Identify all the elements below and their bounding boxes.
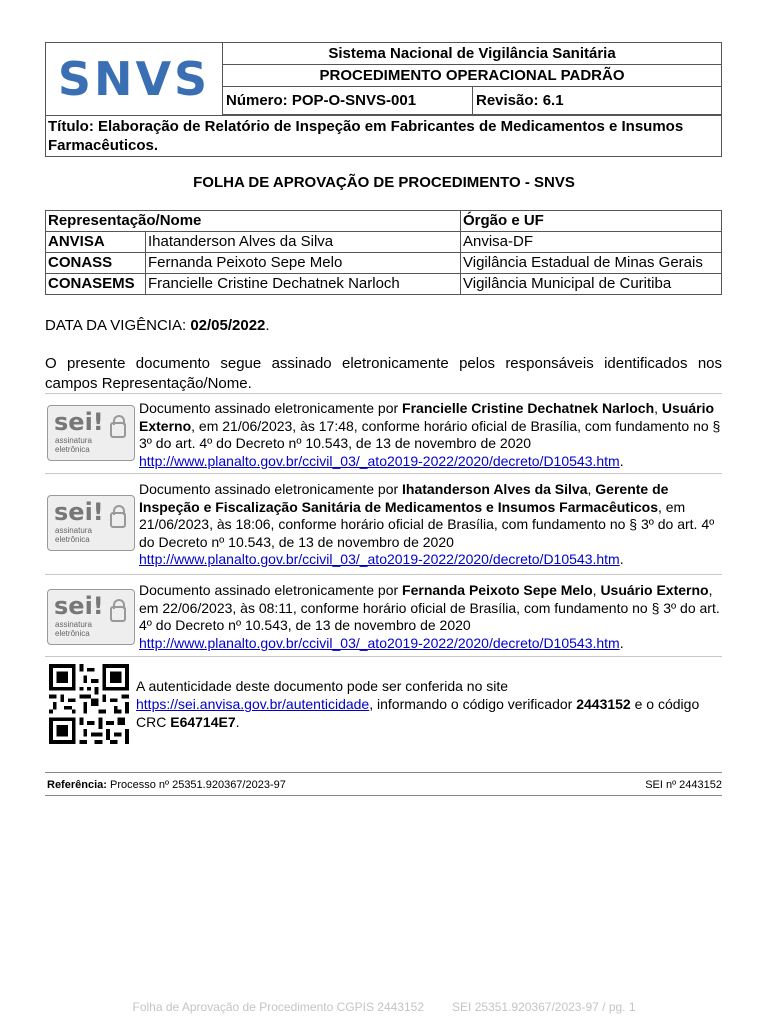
- name-cell: Fernanda Peixoto Sepe Melo: [146, 253, 461, 274]
- verifier-code: 2443152: [576, 696, 631, 712]
- authenticity-text: A autenticidade deste documento pode ser conferida no site https://sei.anvisa.gov.br/autenticidade, informando o código verificador 2443152 e o código CRC E64714E7.: [136, 678, 700, 730]
- footer-divider: [45, 772, 722, 773]
- header-representacao: Representação/Nome: [46, 211, 461, 232]
- vigencia-date: 02/05/2022: [190, 317, 266, 334]
- divider: [45, 656, 722, 657]
- sei-signature-badge: [47, 589, 135, 645]
- signer-role: Gerente de Inspeção e Fiscalização Sanitária de Medicamentos e Insumos Farmacêuticos: [139, 481, 669, 515]
- vigencia-line: [45, 317, 270, 334]
- qr-code-icon: [47, 664, 131, 744]
- reference-value: Processo nº 25351.920367/2023-97: [106, 779, 286, 791]
- table-row: [46, 232, 722, 253]
- signature-statement: O presente documento segue assinado eletronicamente pelos responsáveis identificados nos campos Representação/Nome.: [45, 355, 722, 392]
- crc-code: E64714E7: [170, 714, 236, 730]
- snvs-logo: [46, 43, 223, 115]
- approval-sheet-title: FOLHA DE APROVAÇÃO DE PROCEDIMENTO - SNVS: [193, 174, 575, 191]
- badge-caption: assinatura eletrônica: [55, 526, 92, 544]
- system-name: Sistema Nacional de Vigilância Sanitária: [223, 43, 721, 65]
- name-cell: Ihatanderson Alves da Silva: [146, 232, 461, 253]
- signature-text-3: Documento assinado eletronicamente por Fernanda Peixoto Sepe Melo, Usuário Externo, em 22/06/2023, às 08:11, conforme horário oficial de Brasília, com fundamento no § 3º do art. 4º do Decreto nº 10.543, de 13 de novembro de 2020 http://www.planalto.gov.br/ccivil_03/_ato2019-2022/2020/decreto/D10543.htm.: [139, 582, 720, 651]
- signer-name: Ihatanderson Alves da Silva: [402, 481, 588, 497]
- sei-logo-icon: sei!: [54, 592, 104, 620]
- decree-link[interactable]: http://www.planalto.gov.br/ccivil_03/_ato2019-2022/2020/decreto/D10543.htm: [139, 452, 620, 469]
- vigencia-label: DATA DA VIGÊNCIA:: [45, 317, 191, 334]
- signature-text-2: Documento assinado eletronicamente por Ihatanderson Alves da Silva, Gerente de Inspeção e Fiscalização Sanitária de Medicamentos e Insumos Farmacêuticos, em 21/06/2023, às 18:06, conforme horário oficial de Brasília, com fundamento no § 3º do art. 4º do Decreto nº 10.543, de 13 de novembro de 2020 http://www.planalto.gov.br/ccivil_03/_ato2019-2022/2020/decreto/D10543.htm.: [139, 481, 715, 567]
- divider: [45, 473, 722, 474]
- revision: Revisão: 6.1: [476, 92, 564, 109]
- rep-cell: CONASS: [46, 253, 146, 274]
- org-cell: Vigilância Municipal de Curitiba: [461, 274, 722, 295]
- logo-text: SNVS: [57, 52, 211, 106]
- signature-text-1: Documento assinado eletronicamente por Francielle Cristine Dechatnek Narloch, Usuário Externo, em 21/06/2023, às 17:48, conforme horário oficial de Brasília, com fundamento no § 3º do art. 4º do Decreto nº 10.543, de 13 de novembro de 2020 http://www.planalto.gov.br/ccivil_03/_ato2019-2022/2020/decreto/D10543.htm.: [139, 400, 721, 469]
- signer-role: Usuário Externo: [139, 400, 715, 434]
- page-footer: [0, 1000, 768, 1014]
- table-row: [46, 253, 722, 274]
- reference-label: Referência:: [47, 779, 107, 791]
- sei-logo-icon: sei!: [54, 498, 104, 526]
- page-footer-left: Folha de Aprovação de Procedimento CGPIS 2443152: [132, 1000, 425, 1014]
- table-row: [46, 274, 722, 295]
- sei-number: SEI nº 2443152: [645, 779, 722, 791]
- header-orgao: Órgão e UF: [461, 211, 722, 232]
- vigencia-end: .: [265, 317, 270, 334]
- badge-caption: assinatura eletrônica: [55, 620, 92, 638]
- lock-icon: [110, 422, 126, 438]
- document-title: Título: Elaboração de Relatório de Inspeção em Fabricantes de Medicamentos e Insumos Farmacêuticos.: [46, 115, 721, 158]
- lock-icon: [110, 606, 126, 622]
- procedure-number: Número: POP-O-SNVS-001: [226, 92, 417, 109]
- number-revision-row: [223, 87, 721, 115]
- name-cell: Francielle Cristine Dechatnek Narloch: [146, 274, 461, 295]
- rep-cell: CONASEMS: [46, 274, 146, 295]
- rep-cell: ANVISA: [46, 232, 146, 253]
- signer-name: Francielle Cristine Dechatnek Narloch: [402, 400, 655, 416]
- document-header: [45, 42, 722, 157]
- sei-signature-badge: [47, 405, 135, 461]
- footer-divider: [45, 795, 722, 796]
- authenticity-link[interactable]: https://sei.anvisa.gov.br/autenticidade: [136, 696, 370, 712]
- table-header-row: [46, 211, 722, 232]
- org-cell: Anvisa-DF: [461, 232, 722, 253]
- divider: [45, 574, 722, 575]
- badge-caption: assinatura eletrônica: [55, 436, 92, 454]
- page-footer-right: SEI 25351.920367/2023-97 / pg. 1: [452, 1000, 636, 1014]
- decree-link[interactable]: http://www.planalto.gov.br/ccivil_03/_ato2019-2022/2020/decreto/D10543.htm: [139, 634, 620, 651]
- sei-signature-badge: [47, 495, 135, 551]
- decree-link[interactable]: http://www.planalto.gov.br/ccivil_03/_ato2019-2022/2020/decreto/D10543.htm: [139, 551, 620, 567]
- sei-logo-icon: sei!: [54, 408, 104, 436]
- org-cell: Vigilância Estadual de Minas Gerais: [461, 253, 722, 274]
- divider: [45, 393, 722, 394]
- signer-name: Fernanda Peixoto Sepe Melo: [402, 582, 593, 598]
- reference: [47, 779, 286, 791]
- approval-table: [45, 210, 722, 295]
- lock-icon: [110, 512, 126, 528]
- procedure-type: PROCEDIMENTO OPERACIONAL PADRÃO: [223, 65, 721, 87]
- signer-role: Usuário Externo: [600, 582, 709, 598]
